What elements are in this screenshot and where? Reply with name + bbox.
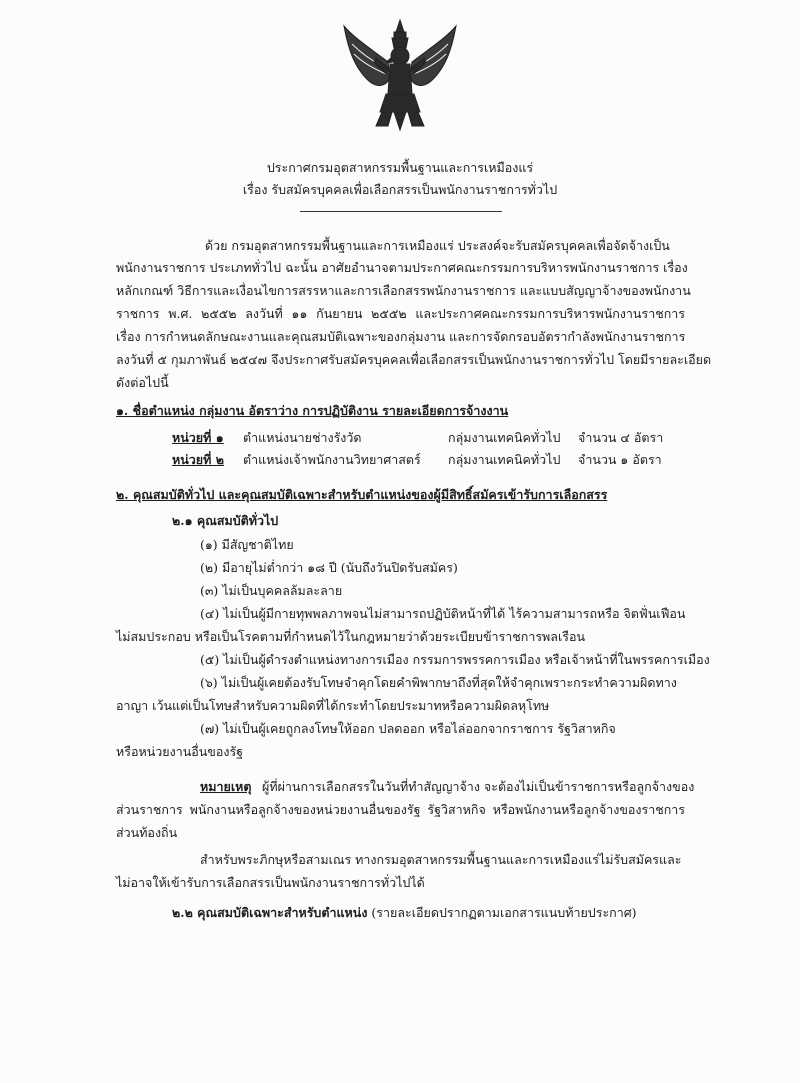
monk-line-2: ไม่อาจให้เข้ารับการเลือกสรรเป็นพนักงานราชการทั่วไปได้ — [116, 875, 425, 890]
section2-2-heading — [172, 905, 637, 921]
note-line-3: ส่วนท้องถิ่น — [116, 825, 178, 840]
section1-heading: ๑. ชื่อตำแหน่ง กลุ่มงาน อัตราว่าง การปฏิบัติงาน รายละเอียดการจ้างงาน — [116, 403, 509, 418]
title-divider — [300, 211, 502, 212]
intro-line-3: หลักเกณฑ์ วิธีการและเงื่อนไขการสรรหาและการเลือกสรรพนักงานราชการ และแบบสัญญาจ้างของพนักงาน — [116, 283, 691, 298]
section2-heading: ๒. คุณสมบัติทั่วไป และคุณสมบัติเฉพาะสำหรับตำแหน่งของผู้มีสิทธิ์สมัครเข้ารับการเลือกสรร — [116, 487, 608, 502]
unit-label: หน่วยที่ ๑ — [172, 430, 224, 445]
intro-line-6: ลงวันที่ ๕ กุมภาพันธ์ ๒๕๔๗ จึงประกาศรับสมัครบุคคลเพื่อเลือกสรรเป็นพนักงานราชการทั่วไป โดยมีรายละเอียด — [116, 352, 712, 367]
qualification-item: (๒) มีอายุไม่ต่ำกว่า ๑๘ ปี (นับถึงวันปิดรับสมัคร) — [200, 560, 458, 575]
intro-line-2: พนักงานราชการ ประเภททั่วไป ฉะนั้น อาศัยอำนาจตามประกาศคณะกรรมการบริหารพนักงานราชการ เรื่อง — [116, 260, 688, 275]
section2-2-note: (รายละเอียดปรากฏตามเอกสารแนบท้ายประกาศ) — [367, 905, 637, 920]
unit-position: ตำแหน่งเจ้าพนักงานวิทยาศาสตร์ — [243, 452, 421, 467]
section2-1-heading: ๒.๑ คุณสมบัติทั่วไป — [172, 513, 279, 528]
intro-line-1: ด้วย กรมอุตสาหกรรมพื้นฐานและการเหมืองแร่ ประสงค์จะรับสมัครบุคคลเพื่อจัดจ้างเป็น — [205, 238, 670, 253]
qualification-item-cont: หรือหน่วยงานอื่นของรัฐ — [116, 744, 244, 759]
qualification-item-cont: อาญา เว้นแต่เป็นโทษสำหรับความผิดที่ได้กระทำโดยประมาทหรือความผิดลหุโทษ — [116, 698, 550, 713]
qualification-item: (๑) มีสัญชาติไทย — [200, 537, 294, 552]
unit-group: กลุ่มงานเทคนิคทั่วไป — [448, 430, 561, 445]
unit-label: หน่วยที่ ๒ — [172, 452, 224, 467]
qualification-item: (๓) ไม่เป็นบุคคลล้มละลาย — [200, 583, 343, 598]
note-line-2: ส่วนราชการ พนักงานหรือลูกจ้างของหน่วยงานอื่นของรัฐ รัฐวิสาหกิจ หรือพนักงานหรือลูกจ้างของราชการ — [116, 802, 685, 817]
monk-line-1: สำหรับพระภิกษุหรือสามเณร ทางกรมอุตสาหกรรมพื้นฐานและการเหมืองแร่ไม่รับสมัครและ — [200, 852, 682, 867]
qualification-item: (๔) ไม่เป็นผู้มีกายทุพพลภาพจนไม่สามารถปฏิบัติหน้าที่ได้ ไร้ความสามารถหรือ จิตฟั่นเฟือน — [200, 606, 686, 621]
announcement-subject: เรื่อง รับสมัครบุคคลเพื่อเลือกสรรเป็นพนักงานราชการทั่วไป — [242, 182, 558, 197]
qualification-item: (๖) ไม่เป็นผู้เคยต้องรับโทษจำคุกโดยคำพิพากษาถึงที่สุดให้จำคุกเพราะกระทำความผิดทาง — [200, 675, 677, 690]
qualification-item: (๕) ไม่เป็นผู้ดำรงตำแหน่งทางการเมือง กรรมการพรรคการเมือง หรือเจ้าหน้าที่ในพรรคการเมือง — [200, 652, 710, 667]
intro-line-4: ราชการ พ.ศ. ๒๕๕๒ ลงวันที่ ๑๑ กันยายน ๒๕๕๒ และประกาศคณะกรรมการบริหารพนักงานราชการ — [116, 306, 685, 321]
unit-count: จำนวน ๔ อัตรา — [578, 430, 664, 445]
announcement-title: ประกาศกรมอุตสาหกรรมพื้นฐานและการเหมืองแร่ — [266, 160, 534, 175]
qualification-item: (๗) ไม่เป็นผู้เคยถูกลงโทษให้ออก ปลดออก หรือไล่ออกจากราชการ รัฐวิสาหกิจ — [200, 721, 616, 736]
unit-position: ตำแหน่งนายช่างรังวัด — [243, 430, 362, 445]
garuda-emblem-icon — [340, 18, 460, 133]
unit-group: กลุ่มงานเทคนิคทั่วไป — [448, 452, 561, 467]
note-label: หมายเหตุ — [200, 779, 252, 794]
qualification-item-cont: ไม่สมประกอบ หรือเป็นโรคตามที่กำหนดไว้ในกฎหมายว่าด้วยระเบียบข้าราชการพลเรือน — [116, 629, 586, 644]
unit-count: จำนวน ๑ อัตรา — [578, 452, 662, 467]
section2-2-label: ๒.๒ คุณสมบัติเฉพาะสำหรับตำแหน่ง — [172, 905, 368, 920]
intro-line-5: เรื่อง การกำหนดลักษณะงานและคุณสมบัติเฉพาะของกลุ่มงาน และการจัดกรอบอัตรากำลังพนักงานราชการ — [116, 329, 686, 344]
intro-line-7: ดังต่อไปนี้ — [116, 375, 169, 390]
note-line-1: ผู้ที่ผ่านการเลือกสรรในวันที่ทำสัญญาจ้าง จะต้องไม่เป็นข้าราชการหรือลูกจ้างของ — [262, 779, 695, 794]
